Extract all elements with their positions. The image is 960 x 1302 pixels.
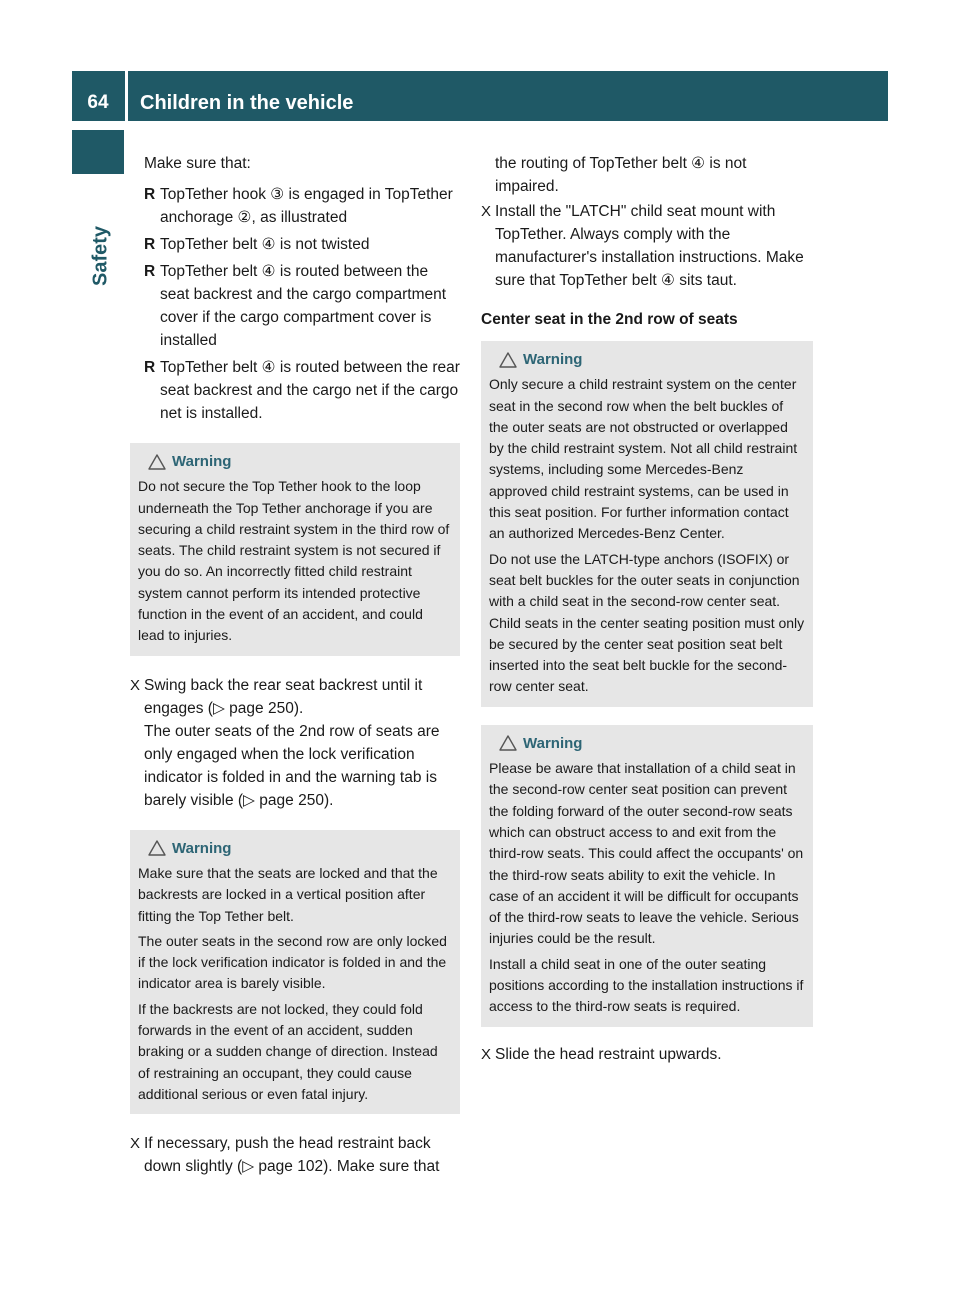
warning-title: Warning bbox=[523, 734, 583, 752]
intro-text: Make sure that: bbox=[144, 155, 251, 172]
warning-text: If the backrests are not locked, they could fold forwards in the event of an accident, sudden braking or a sudden change of direction. Instead of restraining an occupant, they could cause additional serious or even fatal injury. bbox=[138, 1000, 438, 1102]
warning-header bbox=[148, 451, 452, 472]
section-tab: Safety bbox=[89, 225, 112, 287]
warning-text: The outer seats in the second row are only locked if the lock verification indicator is folded in and the indicator area is barely visible. bbox=[138, 932, 447, 992]
section-marker-block bbox=[72, 130, 124, 174]
instruction-step bbox=[130, 1132, 460, 1178]
warning-text: Only secure a child restraint system on the center seat in the second row when the belt buckles of the outer seats are not obstructed or overlapped by the child restraint system. Not all child restraint systems, including some Mercedes-Benz approved child restraint systems, can be used in this seat position. For further information contact an authorized Mercedes-Benz Center. bbox=[489, 376, 798, 542]
right-column bbox=[481, 152, 813, 1066]
page-title: Children in the vehicle bbox=[140, 92, 354, 114]
warning-title: Warning bbox=[172, 453, 232, 470]
bullet-mark: R bbox=[144, 359, 156, 376]
bullet-mark: R bbox=[144, 236, 156, 253]
warning-text: Do not use the LATCH-type anchors (ISOFIX) or seat belt buckles for the outer seats in conjunction with a child seat in the second-row center seat. Child seats in the center seating position must only be secured by the center seat position seat belt inserted into the seat belt buckle for the second-row center seat. bbox=[489, 550, 805, 695]
warning-text: Make sure that the seats are locked and that the backrests are locked in a vertical position after fitting the Top Tether belt. bbox=[138, 864, 438, 924]
warning-header bbox=[499, 733, 805, 754]
step-text: Install the "LATCH" child seat mount with TopTether. Always comply with the manufacturer's installation instructions. Make sure that TopTether belt ④ sits taut. bbox=[495, 203, 804, 289]
instruction-step bbox=[130, 674, 460, 720]
list-item: R TopTether belt ④ is routed between the seat backrest and the cargo compartment cover if the cargo compartment cover is installed bbox=[144, 260, 460, 352]
step-text: Swing back the rear seat backrest until it engages (▷ page 250). bbox=[144, 676, 423, 717]
warning-box bbox=[130, 443, 460, 656]
bullet-mark: R bbox=[144, 186, 156, 203]
left-column bbox=[130, 152, 460, 1178]
step-arrow-icon: X bbox=[481, 203, 492, 220]
warning-title: Warning bbox=[172, 839, 232, 857]
warning-header bbox=[499, 349, 805, 370]
warning-triangle-icon bbox=[499, 735, 517, 751]
warning-box bbox=[481, 725, 813, 1027]
warning-text: Install a child seat in one of the outer seating positions according to the installation instructions if access to the third-row seats is required. bbox=[489, 955, 804, 1015]
step-text: Slide the head restraint upwards. bbox=[495, 1045, 722, 1063]
step-text: If necessary, push the head restraint back down slightly (▷ page 102). Make sure that bbox=[144, 1135, 440, 1176]
instruction-step bbox=[481, 1043, 813, 1066]
warning-triangle-icon bbox=[499, 352, 517, 368]
step-arrow-icon: X bbox=[481, 1045, 492, 1063]
warning-text: Do not secure the Top Tether hook to the loop underneath the Top Tether anchorage if you are securing a child restraint system in the third row of seats. The child restraint system is not secured if you do so. An incorrectly fitted child restraint system cannot perform its intended protective function in the event of an accident, and could lead to injuries. bbox=[138, 478, 450, 644]
step-detail: The outer seats of the 2nd row of seats are only engaged when the lock verification indicator is folded in and the warning tab is barely visible (▷ page 250). bbox=[144, 722, 440, 809]
warning-header bbox=[148, 838, 452, 859]
warning-text: Please be aware that installation of a child seat in the second-row center seat position can prevent the folding forward of the outer second-row seats which can obstruct access to and exit from the third-row seats. This could affect the occupants' on the third-row seats ability to exit the vehicle. In case of an accident it will be difficult for occupants of the third-row seats to leave the vehicle. Serious injuries could be the result. bbox=[489, 760, 804, 947]
warning-box bbox=[481, 341, 813, 707]
warning-title: Warning bbox=[523, 351, 583, 368]
step-continuation: the routing of TopTether belt ④ is not impaired. bbox=[495, 155, 747, 195]
step-arrow-icon: X bbox=[130, 1135, 141, 1153]
list-item: R TopTether belt ④ is routed between the rear seat backrest and the cargo net if the cargo net is installed. bbox=[144, 356, 460, 425]
check-list bbox=[130, 183, 460, 425]
page-number: 64 bbox=[87, 92, 109, 113]
header-divider bbox=[125, 71, 128, 121]
bullet-mark: R bbox=[144, 263, 156, 280]
list-item: R TopTether belt ④ is not twisted bbox=[144, 233, 460, 256]
section-heading: Center seat in the 2nd row of seats bbox=[481, 311, 738, 328]
warning-triangle-icon bbox=[148, 454, 166, 470]
list-item: R TopTether hook ③ is engaged in TopTether anchorage ②, as illustrated bbox=[144, 183, 460, 229]
instruction-step bbox=[481, 200, 813, 292]
step-arrow-icon: X bbox=[130, 676, 141, 694]
warning-box bbox=[130, 830, 460, 1115]
warning-triangle-icon bbox=[148, 840, 166, 856]
